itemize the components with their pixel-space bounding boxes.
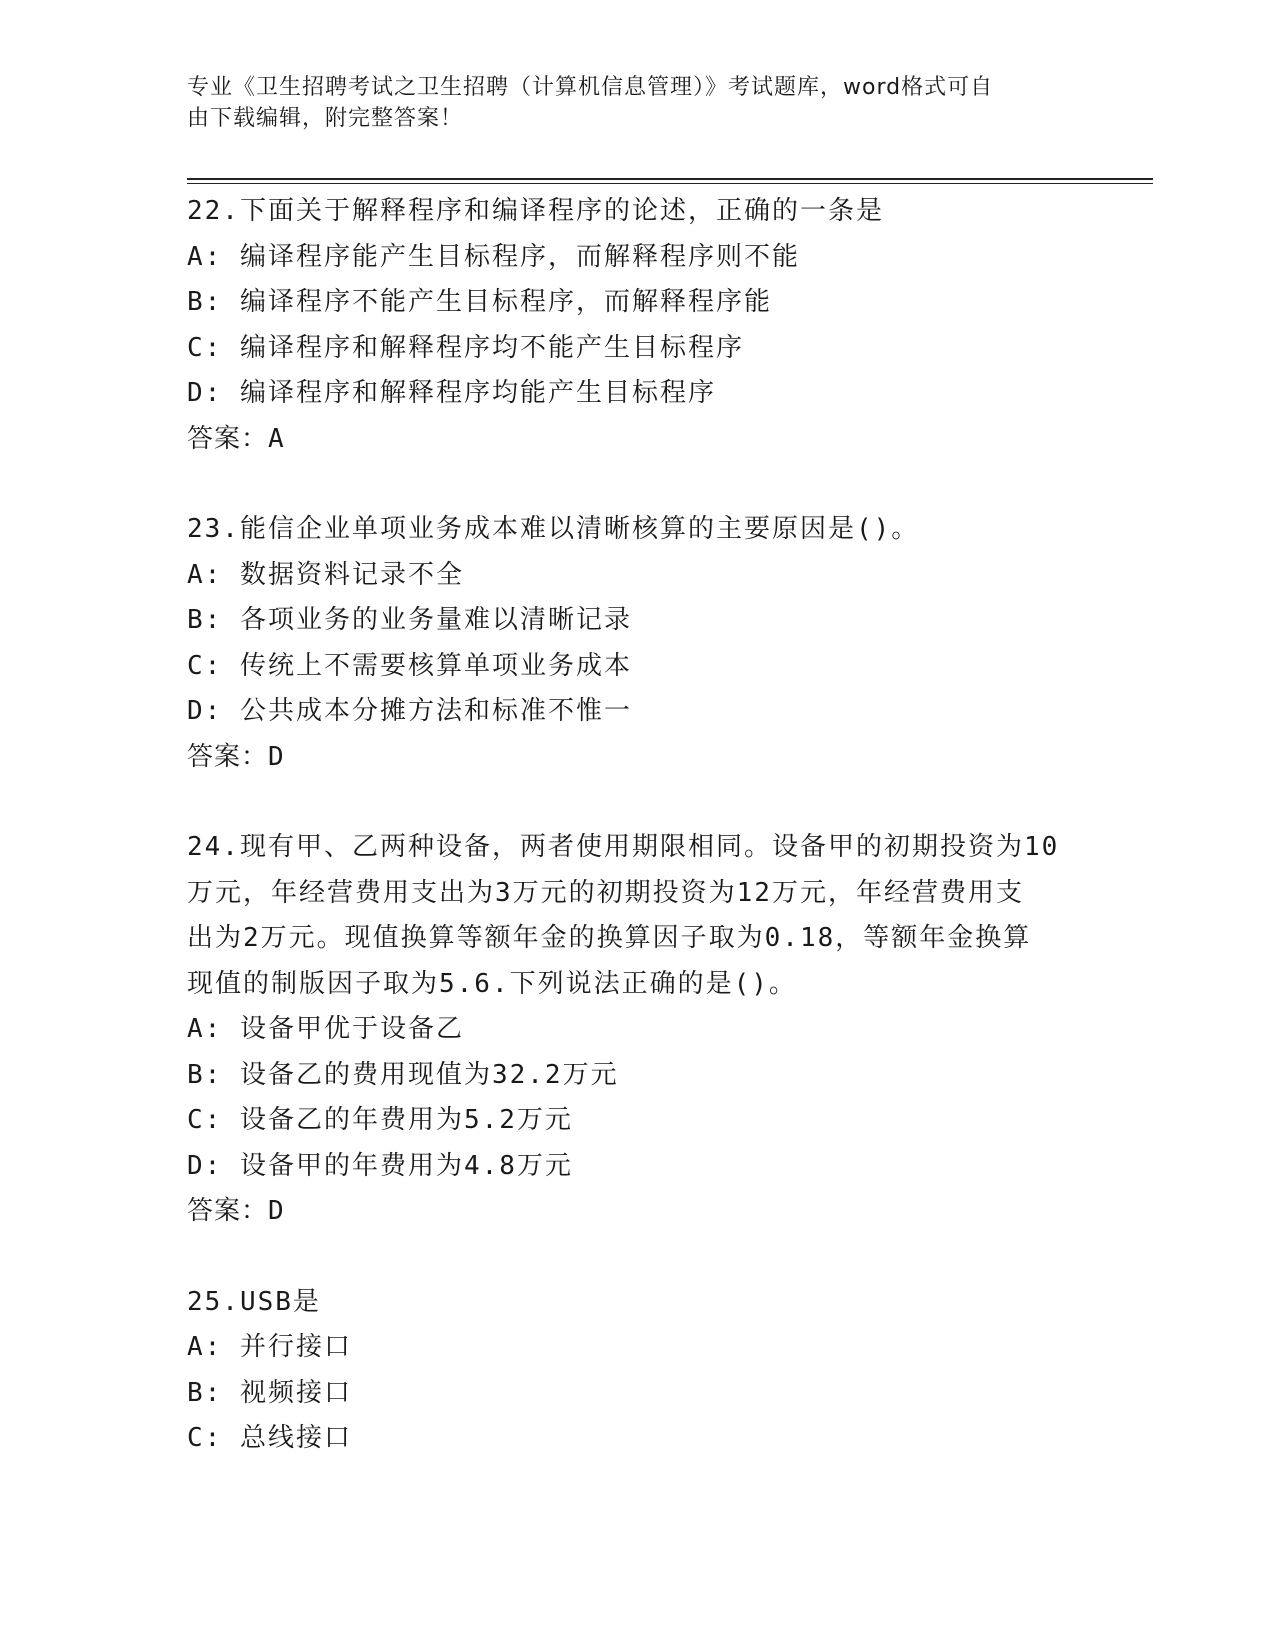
question-stem-line-1: 24.现有甲、乙两种设备，两者使用期限相同。设备甲的初期投资为10: [187, 832, 1060, 862]
question-stem-line-2: 万元，年经营费用支出为3万元的初期投资为12万元，年经营费用支: [187, 877, 1024, 908]
option-b: B: 编译程序不能产生目标程序，而解释程序能: [187, 287, 772, 317]
option-b: B: 设备乙的费用现值为32.2万元: [187, 1059, 619, 1090]
option-a: A: 数据资料记录不全: [187, 559, 464, 590]
option-d: D: 公共成本分摊方法和标准不惟一: [187, 696, 632, 726]
question-23: [187, 507, 1087, 780]
option-d: D: 编译程序和解释程序均能产生目标程序: [187, 378, 716, 408]
option-d: D: 设备甲的年费用为4.8万元: [187, 1150, 573, 1181]
option-c: C: 传统上不需要核算单项业务成本: [187, 650, 632, 681]
header-divider-thick: [187, 178, 1153, 180]
question-25: [187, 1280, 1087, 1462]
option-a: A: 设备甲优于设备乙: [187, 1014, 464, 1044]
question-stem: 25.USB是: [187, 1286, 321, 1317]
option-b: B: 视频接口: [187, 1377, 352, 1408]
answer-line: [187, 417, 1087, 463]
question-24: [187, 825, 1087, 1235]
answer-line: [187, 735, 1087, 781]
option-a: A: 并行接口: [187, 1332, 352, 1362]
answer-value: A: [268, 423, 285, 454]
answer-label: 答案：: [187, 1196, 269, 1226]
question-22: [187, 189, 1087, 462]
question-stem: 23.能信企业单项业务成本难以清晰核算的主要原因是()。: [187, 514, 920, 544]
question-stem: 22.下面关于解释程序和编译程序的论述，正确的一条是: [187, 196, 884, 226]
option-c: C: 编译程序和解释程序均不能产生目标程序: [187, 332, 744, 363]
option-b: B: 各项业务的业务量难以清晰记录: [187, 605, 632, 635]
answer-label: 答案：: [187, 741, 269, 772]
option-c: C: 总线接口: [187, 1423, 352, 1453]
question-stem-line-3: 出为2万元。现值换算等额年金的换算因子取为0.18，等额年金换算: [187, 923, 1032, 953]
answer-label: 答案：: [187, 423, 269, 454]
document-header: [187, 72, 1067, 134]
answer-value: D: [268, 1196, 285, 1226]
header-line-2: 由下载编辑，附完整答案！: [187, 106, 464, 131]
header-divider-thin: [187, 183, 1153, 184]
option-a: A: 编译程序能产生目标程序，而解释程序则不能: [187, 241, 800, 272]
question-stem-line-4: 现值的制版因子取为5.6.下列说法正确的是()。: [187, 968, 797, 999]
answer-line: [187, 1189, 1087, 1235]
question-list: [187, 189, 1087, 1462]
option-c: C: 设备乙的年费用为5.2万元: [187, 1105, 573, 1135]
answer-value: D: [268, 741, 285, 772]
header-line-1: 专业《卫生招聘考试之卫生招聘（计算机信息管理）》考试题库，word格式可自: [187, 75, 994, 100]
